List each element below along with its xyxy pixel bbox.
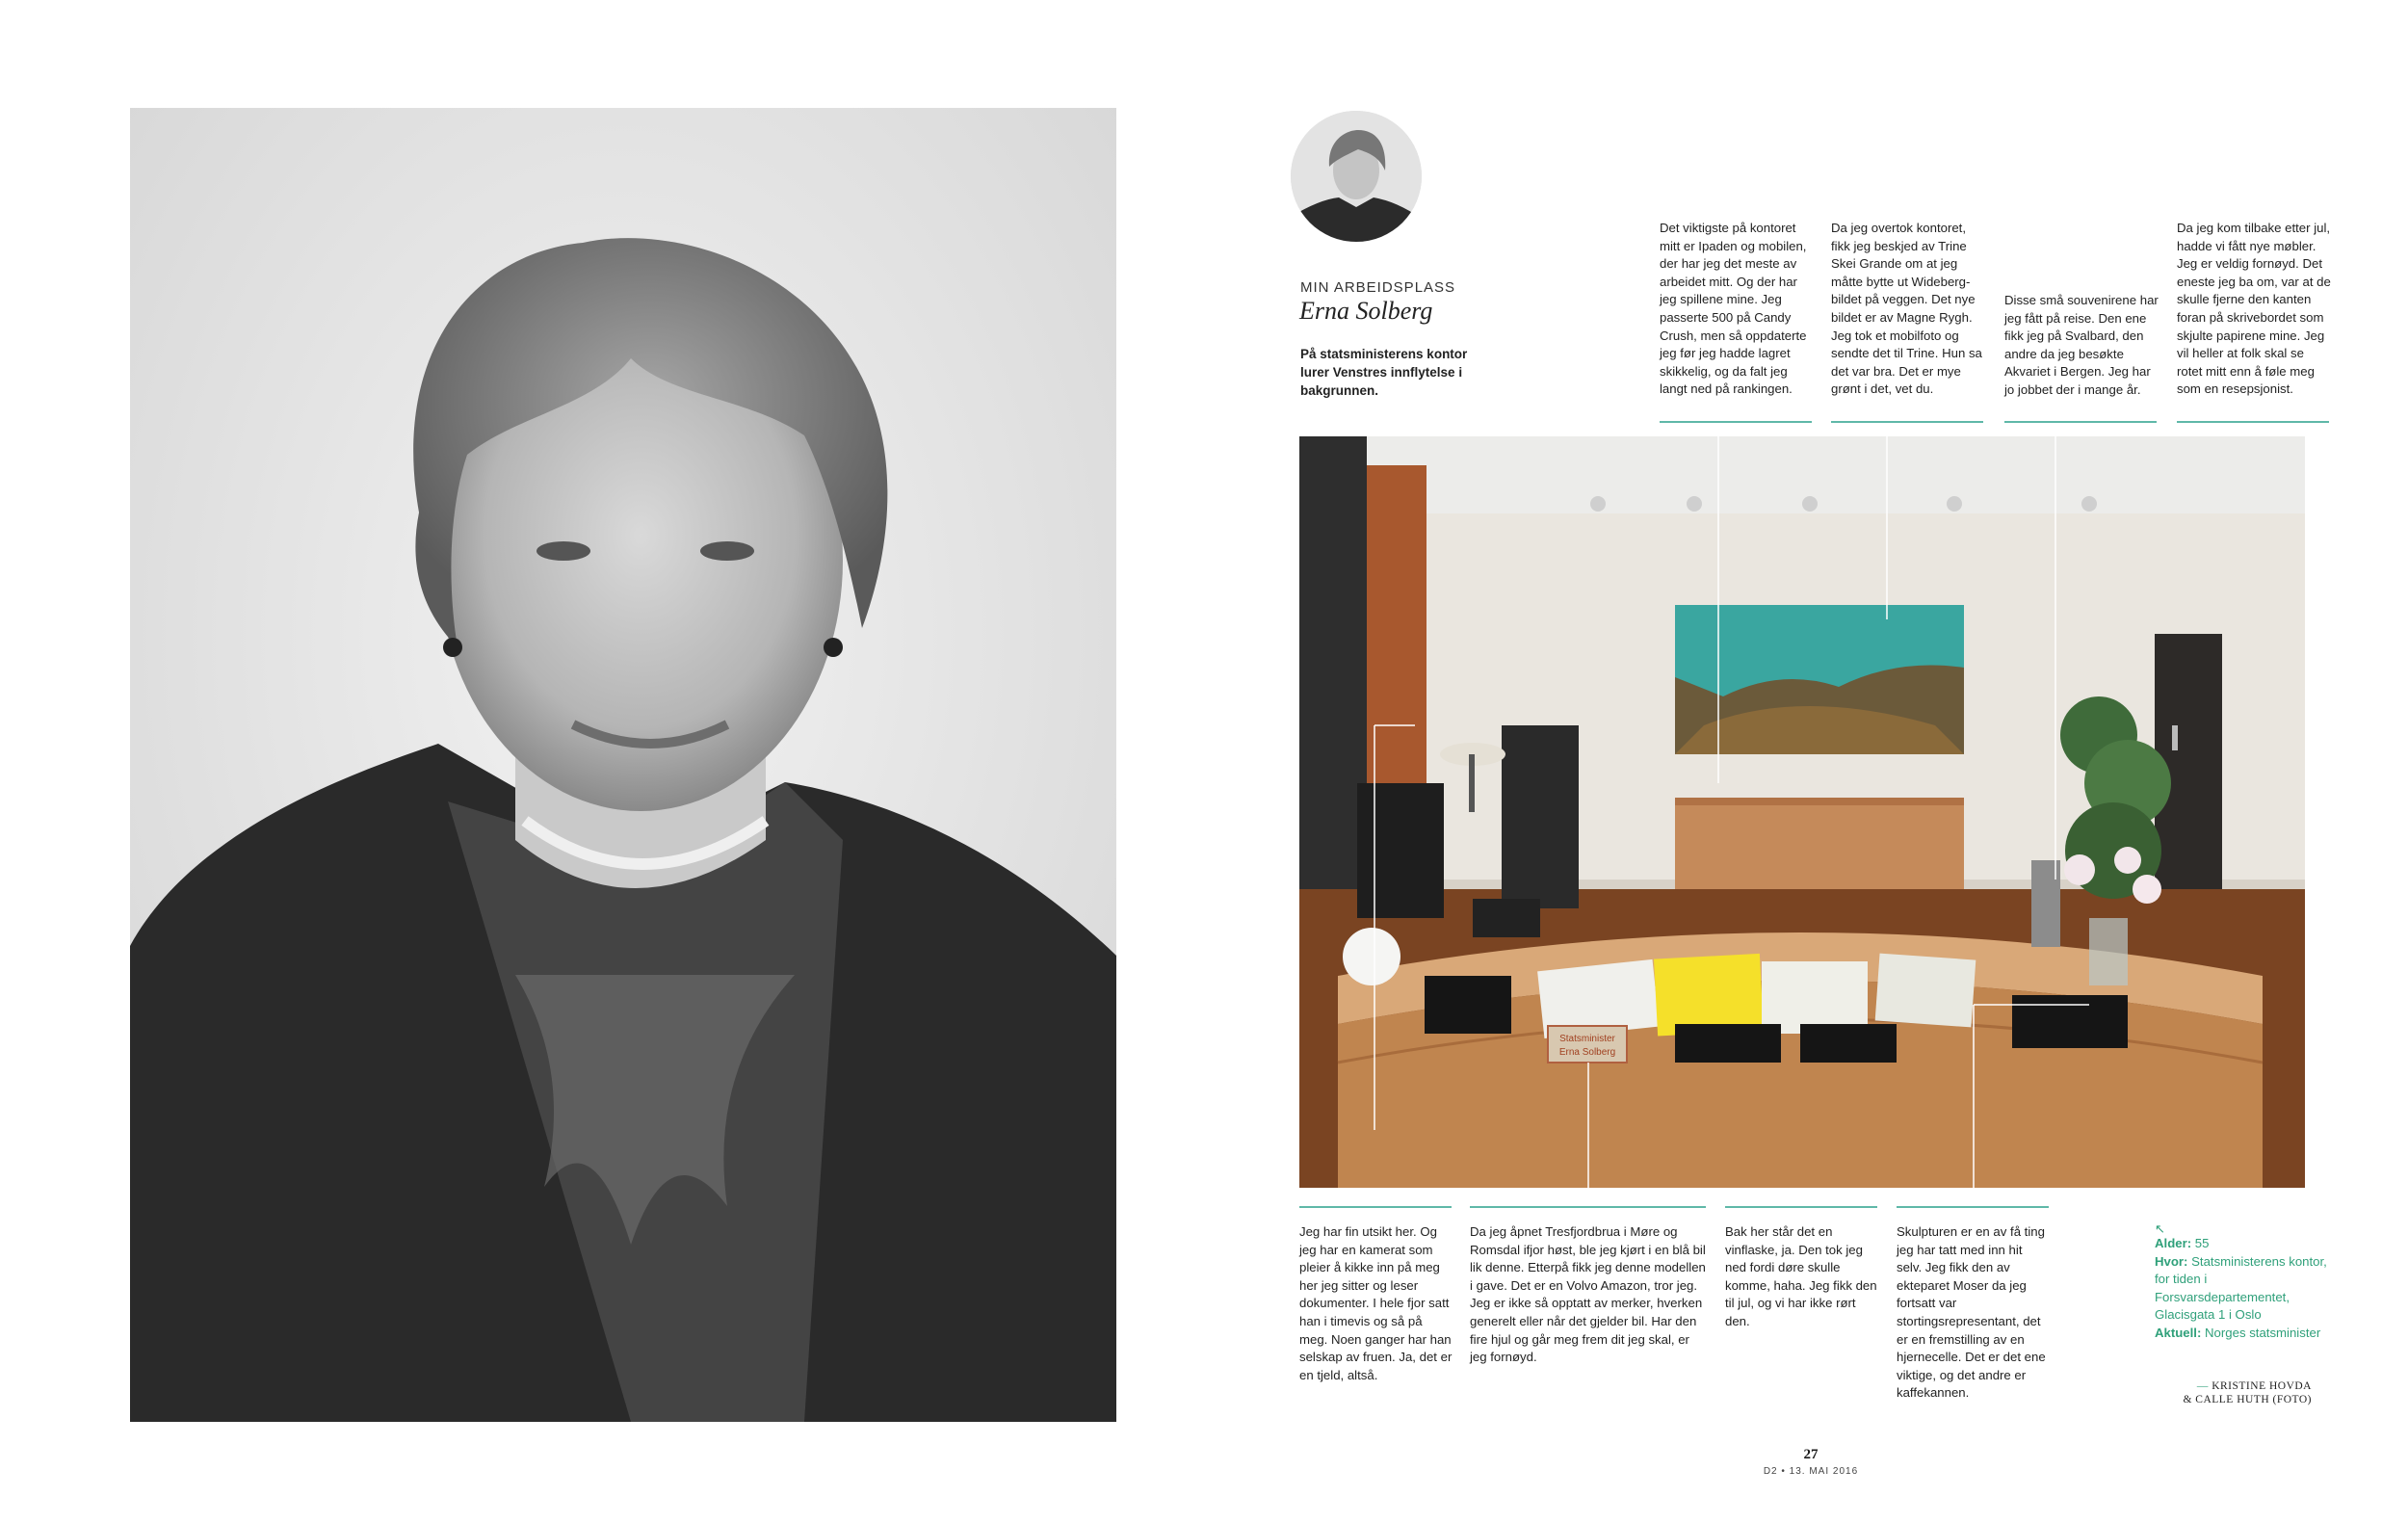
- fact-current-value: Norges statsminister: [2205, 1325, 2321, 1340]
- bottom-column-1: Jeg har fin utsikt her. Og jeg har en kamerat som pleier å kikke inn på meg her jeg sitter og leser dokumenter. I hele fjor satt han i timevis og så på meg. Noen ganger har han selskap av fruen. Ja, det er en tjeld, altså.: [1299, 1224, 1453, 1382]
- top-column-3: Disse små souvenirene har jeg fått på reise. Den ene fikk jeg på Svalbard, den andre da jeg besøkte Akvariet i Bergen. Jeg har jo jobbet der i mange år.: [2004, 293, 2159, 397]
- bottom-column-2: Da jeg åpnet Tresfjordbrua i Møre og Romsdal ifjor høst, ble jeg kjørt i en blå bil lik denne. Etterpå fikk jeg denne modellen i gave. Det er en Volvo Amazon, tror jeg. Jeg er ikke så opptatt av merker, hverken generelt eller når det gjelder bil. Har den fire hjul og går meg frem dit jeg skal, er jeg fornøyd.: [1470, 1224, 1706, 1365]
- fact-where-value: Statsministerens kontor, for tiden i Forsvarsdepartementet, Glacisgata 1 i Oslo: [2155, 1253, 2327, 1323]
- bottom-rule-1: [1299, 1206, 1452, 1208]
- top-column-2: Da jeg overtok kontoret, fikk jeg beskjed av Trine Skei Grande om at jeg måtte bytte ut Wideberg-bildet på veggen. Det nye bildet er av Magne Rygh. Jeg tok et mobilfoto og sendte det til Trine. Hun sa det var bra. Det er mye grønt i det, vet du.: [1831, 221, 1982, 397]
- credits-dash: —: [2196, 1380, 2209, 1392]
- bottom-column-3: Bak her står det en vinflaske, ja. Den tok jeg ned fordi døre skulle komme, haha. Jeg fikk den til jul, og vi har ikke rørt den.: [1725, 1224, 1877, 1328]
- author-avatar: [1291, 111, 1422, 242]
- credits-writer: KRISTINE HOVDA: [2212, 1380, 2312, 1392]
- top-rule-3: [2004, 421, 2157, 423]
- fact-box: [2155, 1223, 2328, 1343]
- fact-current-label: Aktuell:: [2155, 1325, 2202, 1340]
- top-rule-4: [2177, 421, 2329, 423]
- fact-where: [2155, 1253, 2328, 1325]
- arrow-icon: ↖: [2155, 1221, 2165, 1236]
- bottom-rule-4: [1897, 1206, 2049, 1208]
- credits: [2158, 1379, 2312, 1406]
- bottom-column-4: Skulpturen er en av få ting jeg har tatt med inn hit selv. Jeg fikk den av ekteparet Moser da jeg fortsatt var stortingsrepresentant, det er en fremstilling av en hjernecelle. Det er det ene viktige, og det andre er kaffekannen.: [1897, 1224, 2046, 1401]
- fact-age-label: Alder:: [2155, 1236, 2192, 1250]
- fact-age-value: 55: [2194, 1236, 2210, 1250]
- bottom-rule-3: [1725, 1206, 1877, 1208]
- fact-age: [2155, 1235, 2328, 1253]
- portrait-photo: [130, 108, 1116, 1422]
- section-label: MIN ARBEIDSPLASS: [1300, 279, 1456, 296]
- credits-role: (FOTO): [2272, 1394, 2312, 1405]
- nameplate-line2: Erna Solberg: [1558, 1047, 1616, 1058]
- top-rule-1: [1660, 421, 1812, 423]
- lead-paragraph: På statsministerens kontor lurer Venstres innflytelse i bakgrunnen.: [1300, 347, 1468, 398]
- top-rule-2: [1831, 421, 1983, 423]
- fact-current: [2155, 1325, 2328, 1343]
- top-column-1: Det viktigste på kontoret mitt er Ipaden og mobilen, der har jeg det meste av arbeidet mitt. Og der har jeg spillene mine. Jeg passerte 500 på Candy Crush, men så oppdaterte jeg før jeg hadde lagret skikkelig, og da falt jeg langt ned på rankingen.: [1660, 221, 1807, 397]
- top-column-4: Da jeg kom tilbake etter jul, hadde vi fått nye møbler. Jeg er veldig fornøyd. Det eneste jeg ba om, var at de skulle fjerne den kanten foran på skrivebordet som skjulte papirene mine. Jeg vil heller at folk skal se rotet mitt enn å føle meg som en resepsjonist.: [2177, 221, 2331, 397]
- office-photo: [1299, 436, 2305, 1188]
- page-number: 27: [1803, 1447, 1819, 1462]
- nameplate-line1: Statsminister: [1559, 1034, 1615, 1044]
- issue-line: D2 • 13. MAI 2016: [1763, 1466, 1859, 1477]
- fact-where-label: Hvor:: [2155, 1253, 2188, 1269]
- credits-photographer: & CALLE HUTH: [2183, 1394, 2270, 1405]
- person-name: Erna Solberg: [1299, 297, 1433, 325]
- bottom-rule-2: [1470, 1206, 1706, 1208]
